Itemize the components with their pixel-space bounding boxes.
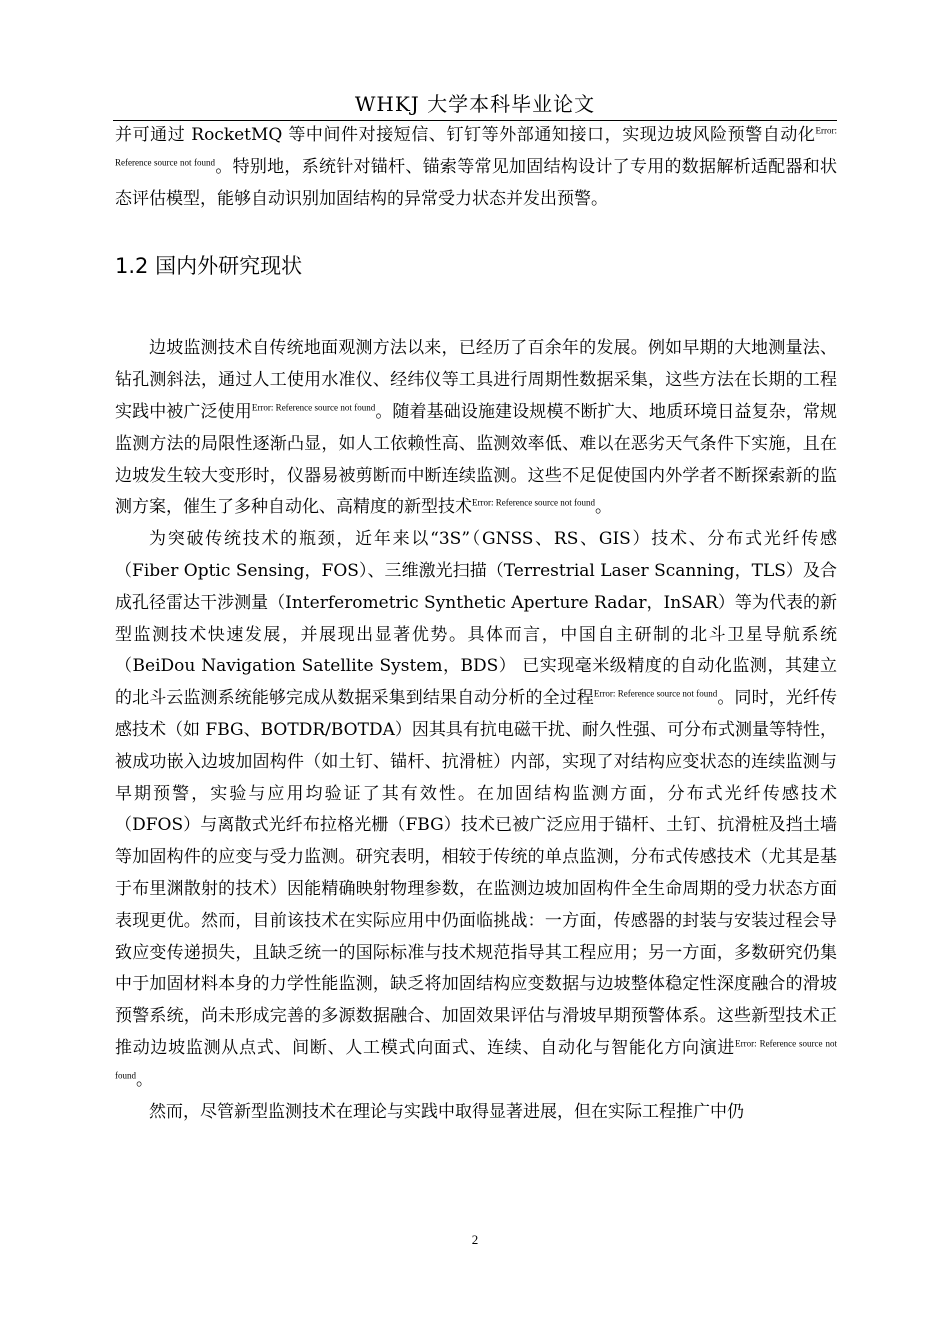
paragraph-text: 。同时，光纤传感技术（如 FBG、BOTDR/BOTDA）因其具有抗电磁干扰、耐久性强、可分布式测量等特性，被成功嵌入边坡加固构件（如土钉、锚杆、抗滑桩）内部，实现了对结构应变状态的连续监测与早期预警，实验与应用均验证了其有效性。在加固结构监测方面，分布式光纤传感技术（DFOS）与离散式光纤布拉格光栅（FBG）技术已被广泛应用于锚杆、土钉、抗滑桩及挡土墙等加固构件的应变与受力监测。研究表明，相较于传统的单点监测，分布式传感技术（尤其是基于布里渊散射的技术）因能精确映射物理参数，在监测边坡加固构件全生命周期的受力状态方面表现更优。然而，目前该技术在实际应用中仍面临挑战：一方面，传感器的封装与安装过程会导致应变传递损失，且缺乏统一的国际标准与技术规范指导其工程应用；另一方面，多数研究仍集中于加固材料本身的力学性能监测，缺乏将加固结构应变数据与边坡整体稳定性深度融合的滑坡预警系统，尚未形成完善的多源数据融合、加固效果评估与滑坡早期预警体系。这些新型技术正推动边坡监测从点式、间断、人工模式向面式、连续、自动化与智能化方向演进 — [115, 688, 838, 1058]
paragraph-text: 。 — [594, 497, 612, 518]
paragraph — [115, 333, 837, 524]
reference-error: Error: Reference source not found — [251, 402, 376, 413]
reference-error: Error: Reference source not found — [472, 497, 595, 508]
reference-error: Error: Reference source not found — [115, 125, 837, 168]
reference-error: Error: Reference source not found — [115, 1038, 837, 1081]
page-body — [115, 120, 837, 1128]
page-header-title: WHKJ 大学本科毕业论文 — [354, 92, 596, 116]
paragraph: 然而，尽管新型监测技术在理论与实践中取得显著进展，但在实际工程推广中仍 — [149, 1101, 744, 1122]
paragraph-text: 为突破传统技术的瓶颈，近年来以“3S”（GNSS、RS、GIS）技术、分布式光纤传感（Fiber Optic Sensing，FOS）、三维激光扫描（Terrestrial Laser Scanning，TLS）及合成孔径雷达干涉测量（Interferometric Synthetic Aperture Radar，InSAR）等为代表的新型监测技术快速发展，并展现出显著优势。具体而言，中国自主研制的北斗卫星导航系统（BeiDou Navigation Satellite System，BDS） 已实现毫米级精度的自动化监测，其建立的北斗云监测系统能够完成从数据采集到结果自动分析的全过程 — [115, 529, 837, 709]
section-heading: 1.2 国内外研究现状 — [115, 254, 303, 279]
paragraph — [115, 524, 837, 1096]
paragraph-text: 并可通过 RocketMQ 等中间件对接短信、钉钉等外部通知接口，实现边坡风险预警自动化 — [115, 125, 816, 145]
page-number: 2 — [471, 1232, 479, 1247]
paragraph-continued — [115, 120, 837, 215]
paragraph-text: 边坡监测技术自传统地面观测方法以来，已经历了百余年的发展。例如早期的大地测量法、钻孔测斜法，通过人工使用水准仪、经纬仪等工具进行周期性数据采集，这些方法在长期的工程实践中被广泛使用 — [115, 338, 837, 422]
paragraph-text: 。 — [136, 1069, 153, 1090]
paragraph-text: 。特别地，系统针对锚杆、锚索等常见加固结构设计了专用的数据解析适配器和状态评估模型，能够自动识别加固结构的异常受力状态并发出预警。 — [115, 156, 837, 209]
reference-error: Error: Reference source not found — [593, 688, 718, 699]
paragraph-text: 。随着基础设施建设规模不断扩大、地质环境日益复杂，常规监测方法的局限性逐渐凸显，如人工依赖性高、监测效率低、难以在恶劣天气条件下实施，且在边坡发生较大变形时，仪器易被剪断而中断连续监测。这些不足促使国内外学者不断探索新的监测方案，催生了多种自动化、高精度的新型技术 — [115, 401, 838, 518]
